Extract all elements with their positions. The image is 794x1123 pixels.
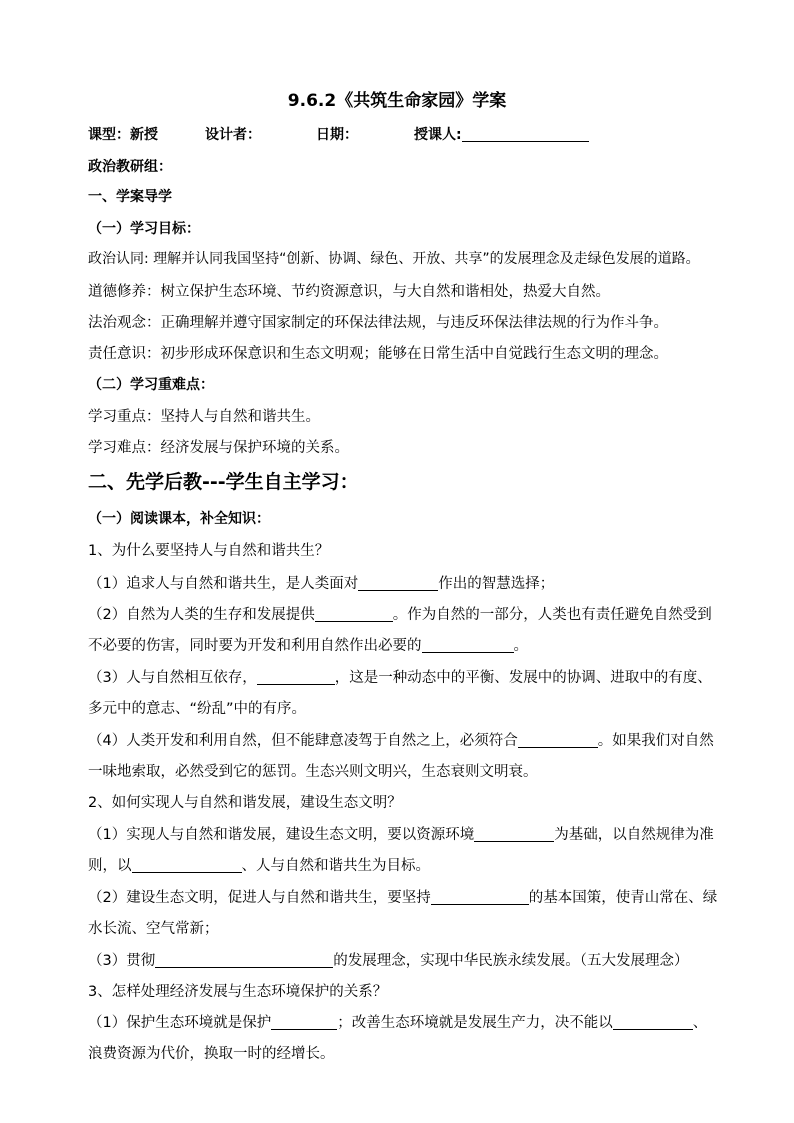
q2-1-text-c: 则，以 <box>88 858 132 874</box>
q3-1-text-b: ；改善生态环境就是发展生产力，决不能以 <box>337 1015 613 1031</box>
fill-blank[interactable] <box>271 1014 337 1030</box>
fill-blank[interactable] <box>358 575 438 591</box>
q3-1-text-a: （1）保护生态环境就是保护 <box>88 1015 272 1031</box>
teacher-label <box>414 124 589 144</box>
goal-item: 责任意识：初步形成环保意识和生态文明观；能够在日常生活中自觉践行生态文明的理念。 <box>88 346 668 362</box>
fill-blank[interactable] <box>155 952 333 968</box>
q1-item-2 <box>88 603 712 624</box>
question-3: 3、怎样处理经济发展与生态环境保护的关系？ <box>88 984 388 1000</box>
q1-item-3-cont: 多元中的意志、“纷乱”中的有序。 <box>88 701 307 717</box>
fill-blank[interactable] <box>257 669 335 685</box>
teacher-blank <box>462 126 589 142</box>
fill-blank[interactable] <box>132 857 242 873</box>
q2-item-1-cont <box>88 854 430 875</box>
fill-blank[interactable] <box>518 732 598 748</box>
group-label: 政治教研组： <box>88 159 172 175</box>
goal-item: 法治观念：正确理解并遵守国家制定的环保法律法规，与违反环保法律法规的行为作斗争。 <box>88 315 668 331</box>
q1-item-2-cont <box>88 634 528 655</box>
q2-item-2 <box>88 886 717 907</box>
q2-3-text-a: （3）贯彻 <box>88 953 156 969</box>
q1-2-text-a: （2）自然为人类的生存和发展提供 <box>88 607 315 623</box>
section2-heading: 二、先学后教---学生自主学习： <box>88 471 359 493</box>
goal-item: 道德修养：树立保护生态环境、节约资源意识，与大自然和谐相处，热爱大自然。 <box>88 284 610 300</box>
q1-3-text-b: ，这是一种动态中的平衡、发展中的协调、进取中的有度、 <box>334 670 712 686</box>
q3-1-text-c: 、 <box>692 1015 708 1031</box>
difficult-point: 学习难点：经济发展与保护环境的关系。 <box>88 440 349 456</box>
q1-3-text-a: （3）人与自然相互依存， <box>88 670 257 686</box>
q3-item-1 <box>88 1011 707 1032</box>
goal-item: 政治认同: 理解并认同我国坚持“创新、协调、绿色、开放、共享”的发展理念及走绿色发展的道路。 <box>88 251 700 267</box>
q1-item-4 <box>88 729 714 750</box>
fill-blank[interactable] <box>431 889 529 905</box>
read-heading: （一）阅读课本，补全知识： <box>88 511 270 527</box>
q2-item-1 <box>88 823 714 844</box>
q2-2-text-b: 的基本国策，使青山常在、绿 <box>528 890 718 906</box>
q2-item-3 <box>88 949 688 970</box>
goals-heading: （一）学习目标： <box>88 221 200 237</box>
fill-blank[interactable] <box>474 826 554 842</box>
date-label: 日期： <box>316 127 358 143</box>
q1-1-text-a: （1）追求人与自然和谐共生，是人类面对 <box>88 576 359 592</box>
key-point: 学习重点：坚持人与自然和谐共生。 <box>88 409 320 425</box>
q1-4-text-a: （4）人类开发和利用自然，但不能肆意凌驾于自然之上，必须符合 <box>88 733 518 749</box>
section1-heading: 一、学案导学 <box>88 189 172 205</box>
teacher-text: 授课人: <box>414 127 462 143</box>
q3-item-1-cont: 浪费资源为代价，换取一时的经增长。 <box>88 1046 335 1062</box>
q1-item-4-cont: 一味地索取，必然受到它的惩罚。生态兴则文明兴，生态衰则文明衰。 <box>88 764 538 780</box>
q2-2-text-a: （2）建设生态文明，促进人与自然和谐共生，要坚持 <box>88 890 431 906</box>
fill-blank[interactable] <box>613 1014 693 1030</box>
q1-2-text-d: 。 <box>513 638 528 654</box>
q1-2-text-b: 。作为自然的一部分，人类也有责任避免自然受到 <box>392 607 712 623</box>
fill-blank[interactable] <box>422 637 514 653</box>
q2-1-text-d: 、人与自然和谐共生为目标。 <box>241 858 430 874</box>
q1-4-text-b: 。如果我们对自然 <box>597 733 714 749</box>
question-2: 2、如何实现人与自然和谐发展，建设生态文明？ <box>88 795 402 811</box>
q1-2-text-c: 不必要的伤害，同时要为开发和利用自然作出必要的 <box>88 638 422 654</box>
q2-1-text-a: （1）实现人与自然和谐发展，建设生态文明，要以资源环境 <box>88 827 475 843</box>
key-heading: （二）学习重难点： <box>88 377 214 393</box>
page-title: 9.6.2《共筑生命家园》学案 <box>287 91 507 111</box>
q2-1-text-b: 为基础，以自然规律为准 <box>554 827 714 843</box>
question-1: 1、为什么要坚持人与自然和谐共生？ <box>88 543 330 559</box>
course-type: 课型：新授 <box>88 127 158 143</box>
q1-item-3 <box>88 666 712 687</box>
fill-blank[interactable] <box>315 606 393 622</box>
designer-label: 设计者： <box>205 127 261 143</box>
q1-1-text-b: 作出的智慧选择； <box>438 576 555 592</box>
q1-item-1 <box>88 572 554 593</box>
q2-3-text-b: 的发展理念，实现中华民族永续发展。（五大发展理念） <box>333 953 689 969</box>
q2-item-2-cont: 水长流、空气常新； <box>88 921 219 937</box>
meta-row <box>88 124 708 144</box>
